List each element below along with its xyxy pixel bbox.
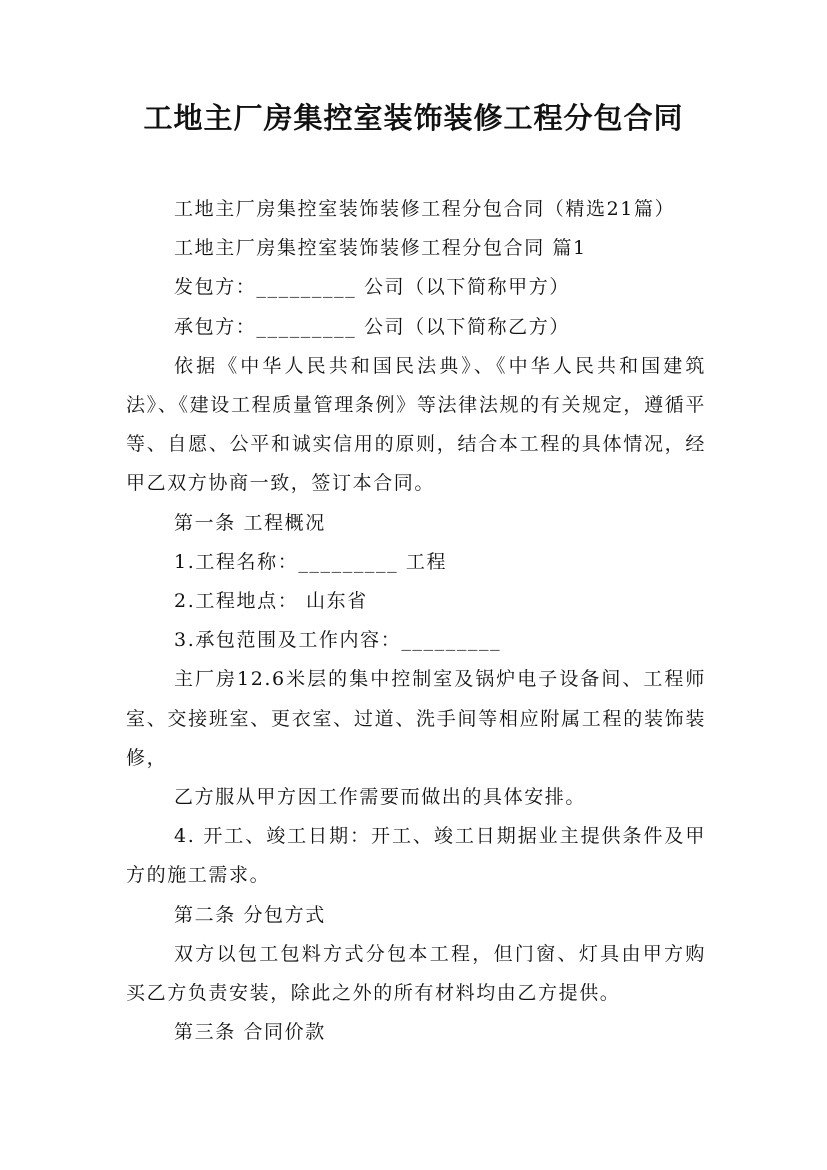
section-heading: 第二条 分包方式 bbox=[174, 903, 326, 926]
paragraph: 4. 开工、竣工日期：开工、竣工日期据业主提供条件及甲方的施工需求。 bbox=[126, 825, 706, 887]
paragraph: 工地主厂房集控室装饰装修工程分包合同（精选21篇） bbox=[174, 198, 676, 220]
paragraph: 双方以包工包料方式分包本工程，但门窗、灯具由甲方购买乙方负责安装，除此之外的所有材料均由乙方提供。 bbox=[126, 942, 706, 1005]
paragraph: 乙方服从甲方因工作需要而做出的具体安排。 bbox=[174, 786, 587, 809]
paragraph: 依据《中华人民共和国民法典》、《中华人民共和国建筑法》、《建设工程质量管理条例》等法律法规的有关规定，遵循平等、自愿、公平和诚实信用的原则，结合本工程的具体情况，经甲乙双方协商一致，签订本合同。 bbox=[126, 354, 706, 495]
section-heading: 第一条 工程概况 bbox=[174, 511, 326, 534]
document-title: 工地主厂房集控室装饰装修工程分包合同 bbox=[143, 101, 684, 135]
section-heading: 第三条 合同价款 bbox=[174, 1021, 326, 1044]
paragraph: 3.承包范围及工作内容：_________ bbox=[174, 629, 502, 652]
paragraph: 1.工程名称：_________ 工程 bbox=[174, 550, 448, 573]
paragraph: 2.工程地点： 山东省 bbox=[174, 590, 368, 613]
paragraph: 发包方：_________ 公司（以下简称甲方） bbox=[174, 276, 570, 299]
document-body bbox=[126, 190, 706, 1052]
paragraph: 承包方：_________ 公司（以下简称乙方） bbox=[174, 315, 570, 338]
paragraph: 工地主厂房集控室装饰装修工程分包合同 篇1 bbox=[174, 237, 587, 260]
paragraph: 主厂房12.6米层的集中控制室及锅炉电子设备间、工程师室、交接班室、更衣室、过道、洗手间等相应附属工程的装饰装修， bbox=[126, 668, 706, 769]
